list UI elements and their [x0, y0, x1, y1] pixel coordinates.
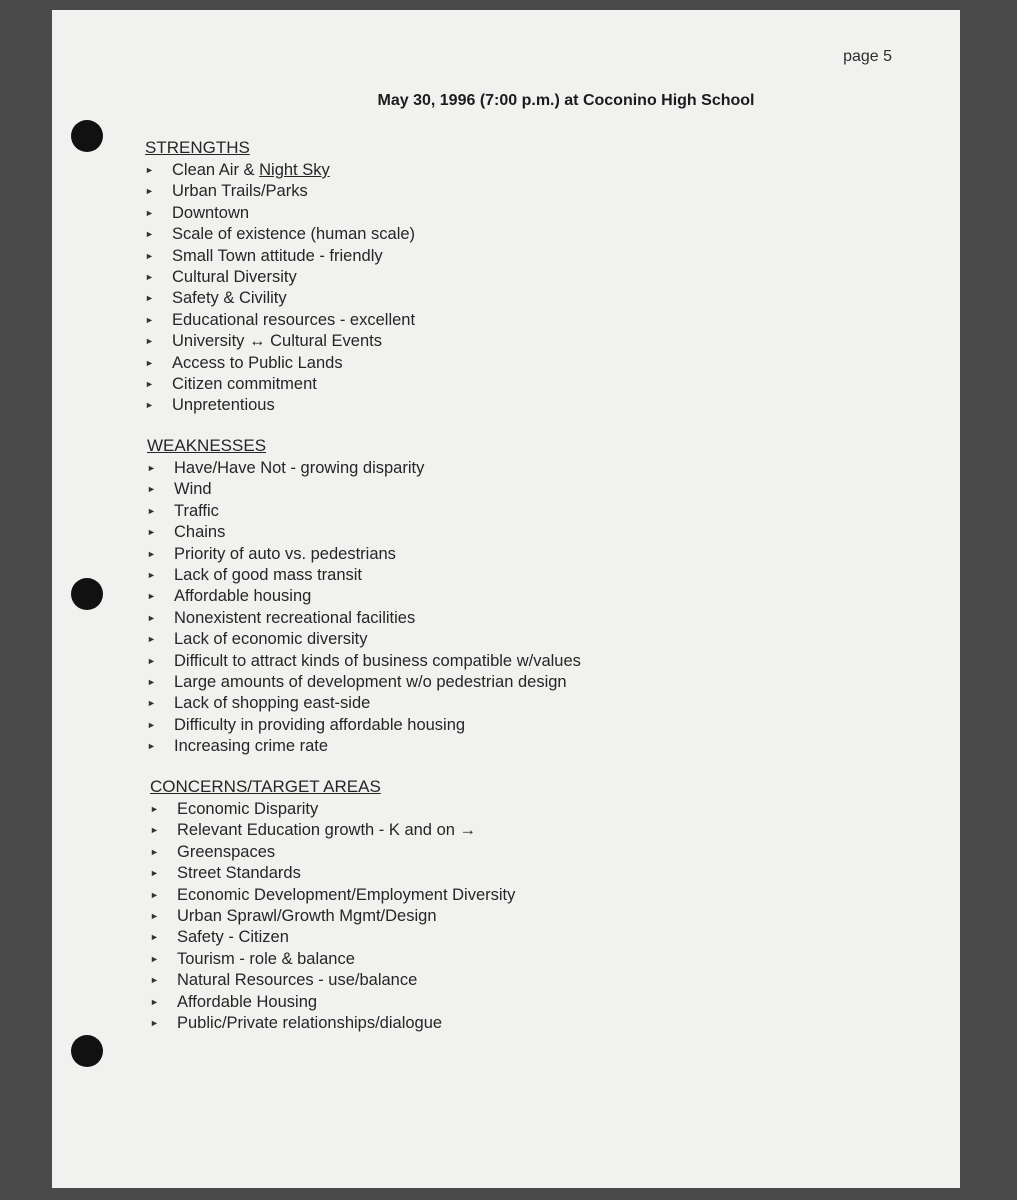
list-item [147, 651, 581, 672]
list-item [147, 736, 581, 757]
binder-hole [71, 1035, 103, 1067]
bullet-icon: ► [145, 229, 154, 240]
weaknesses-heading: WEAKNESSES [147, 436, 267, 455]
list-item-text: Downtown [172, 203, 250, 222]
bullet-icon: ► [150, 804, 159, 814]
bullet-icon: ► [147, 591, 156, 602]
document-page [52, 10, 960, 1188]
list-item [147, 479, 581, 500]
bullet-icon: ► [145, 272, 154, 283]
list-item-text: Natural Resources - use/balance [177, 971, 418, 990]
list-item [150, 992, 515, 1013]
list-item [145, 395, 415, 416]
list-item [150, 949, 515, 970]
list-item [145, 310, 415, 331]
list-item [145, 288, 415, 309]
list-item-text: Have/Have Not - growing disparity [174, 459, 425, 477]
concerns-list [150, 799, 515, 1034]
bullet-icon: ► [147, 527, 156, 538]
list-item [145, 160, 415, 181]
list-item-text: Nonexistent recreational facilities [174, 608, 416, 627]
strengths-section [145, 138, 415, 417]
bullet-icon: ► [145, 314, 154, 325]
list-item [150, 906, 515, 927]
bullet-icon: ► [145, 207, 154, 218]
bullet-icon: ► [150, 996, 159, 1007]
list-item-text: Educational resources - excellent [172, 310, 416, 329]
list-item-text: Relevant Education growth - K and on → [177, 821, 477, 840]
strengths-heading: STRENGTHS [145, 138, 250, 157]
list-item-text: Scale of existence (human scale) [172, 225, 416, 244]
bullet-icon: ► [147, 698, 156, 709]
bullet-icon: ► [145, 293, 154, 304]
list-item [150, 863, 515, 884]
list-item-text: Urban Trails/Parks [172, 182, 308, 201]
list-item [150, 842, 515, 863]
bullet-icon: ► [150, 825, 159, 836]
list-item [147, 672, 581, 693]
bullet-icon: ► [145, 379, 154, 390]
list-item [145, 353, 415, 374]
concerns-heading: CONCERNS/TARGET AREAS [150, 777, 381, 796]
list-item [147, 715, 581, 736]
bullet-icon: ► [147, 484, 156, 495]
bullet-icon: ► [150, 932, 159, 943]
list-item-text: Citizen commitment [172, 375, 317, 394]
list-item [147, 693, 581, 714]
page-number: page 5 [843, 48, 892, 65]
list-item [150, 799, 515, 820]
bullet-icon: ► [147, 634, 156, 645]
bullet-icon: ► [145, 357, 154, 368]
bullet-icon: ► [150, 846, 159, 857]
bullet-icon: ► [147, 570, 156, 581]
list-item-text: Lack of economic diversity [174, 630, 368, 649]
list-item [150, 820, 515, 841]
bullet-icon: ► [150, 911, 159, 922]
bullet-icon: ► [145, 336, 154, 347]
list-item [147, 608, 581, 629]
bullet-icon: ► [147, 741, 156, 752]
list-item [150, 1013, 515, 1034]
list-item-text: Safety & Civility [172, 289, 287, 308]
list-item-text: Small Town attitude - friendly [172, 246, 383, 265]
meeting-title: May 30, 1996 (7:00 p.m.) at Coconino High School [377, 92, 755, 109]
bullet-icon: ► [150, 953, 159, 964]
list-item-text: Increasing crime rate [174, 737, 329, 756]
list-item [147, 522, 581, 543]
concerns-section [150, 777, 515, 1034]
bullet-icon: ► [150, 889, 159, 900]
list-item [147, 629, 581, 650]
bullet-icon: ► [147, 505, 156, 516]
list-item-text: Traffic [174, 501, 219, 520]
list-item [147, 586, 581, 607]
list-item [150, 885, 515, 906]
list-item [147, 544, 581, 565]
list-item-text: Affordable Housing [177, 992, 318, 1011]
bullet-icon: ► [145, 165, 154, 175]
list-item [147, 565, 581, 586]
list-item-text: Affordable housing [174, 587, 312, 606]
list-item [145, 331, 415, 352]
weaknesses-list [147, 458, 581, 758]
bullet-icon: ► [145, 250, 154, 261]
bullet-icon: ► [150, 975, 159, 986]
list-item-text: Large amounts of development w/o pedestrian design [174, 673, 567, 692]
bullet-icon: ► [147, 655, 156, 666]
list-item-text: Chains [174, 523, 226, 542]
weaknesses-section [147, 436, 581, 758]
list-item-text: Public/Private relationships/dialogue [177, 1014, 443, 1033]
list-item [145, 374, 415, 395]
bullet-icon: ► [145, 186, 154, 197]
list-item-text: Lack of good mass transit [174, 566, 363, 585]
list-item [145, 181, 415, 202]
bullet-icon: ► [150, 1018, 159, 1029]
list-item [145, 246, 415, 267]
list-item [145, 203, 415, 224]
list-item [150, 970, 515, 991]
list-item-text: Priority of auto vs. pedestrians [174, 544, 396, 563]
list-item-text: Safety - Citizen [177, 928, 289, 947]
binder-hole [71, 578, 103, 610]
list-item-text: Difficult to attract kinds of business compatible w/values [174, 651, 581, 670]
list-item-text: Urban Sprawl/Growth Mgmt/Design [177, 907, 437, 926]
bullet-icon: ► [147, 719, 156, 730]
list-item-text: Difficulty in providing affordable housing [174, 715, 466, 734]
list-item [150, 927, 515, 948]
binder-hole [71, 120, 103, 152]
list-item [147, 458, 581, 479]
list-item-text: Access to Public Lands [172, 353, 343, 372]
list-item-text: Greenspaces [177, 842, 276, 861]
list-item [145, 224, 415, 245]
list-item-text: Economic Development/Employment Diversity [177, 885, 516, 904]
bullet-icon: ► [145, 400, 154, 411]
list-item-text: Street Standards [177, 864, 301, 883]
list-item-text: Cultural Diversity [172, 268, 297, 287]
bullet-icon: ► [147, 548, 156, 559]
list-item-text: Wind [174, 480, 212, 499]
bullet-icon: ► [150, 868, 159, 879]
list-item-text: Economic Disparity [177, 800, 319, 818]
strengths-list [145, 160, 415, 417]
list-item-text: University ↔ Cultural Events [172, 332, 382, 351]
bullet-icon: ► [147, 463, 156, 473]
list-item [145, 267, 415, 288]
bullet-icon: ► [147, 612, 156, 623]
list-item [147, 501, 581, 522]
list-item-text: Tourism - role & balance [177, 949, 355, 968]
list-item-text: Clean Air & Night Sky [172, 161, 330, 179]
bullet-icon: ► [147, 677, 156, 688]
list-item-text: Unpretentious [172, 396, 275, 415]
list-item-text: Lack of shopping east-side [174, 694, 371, 713]
